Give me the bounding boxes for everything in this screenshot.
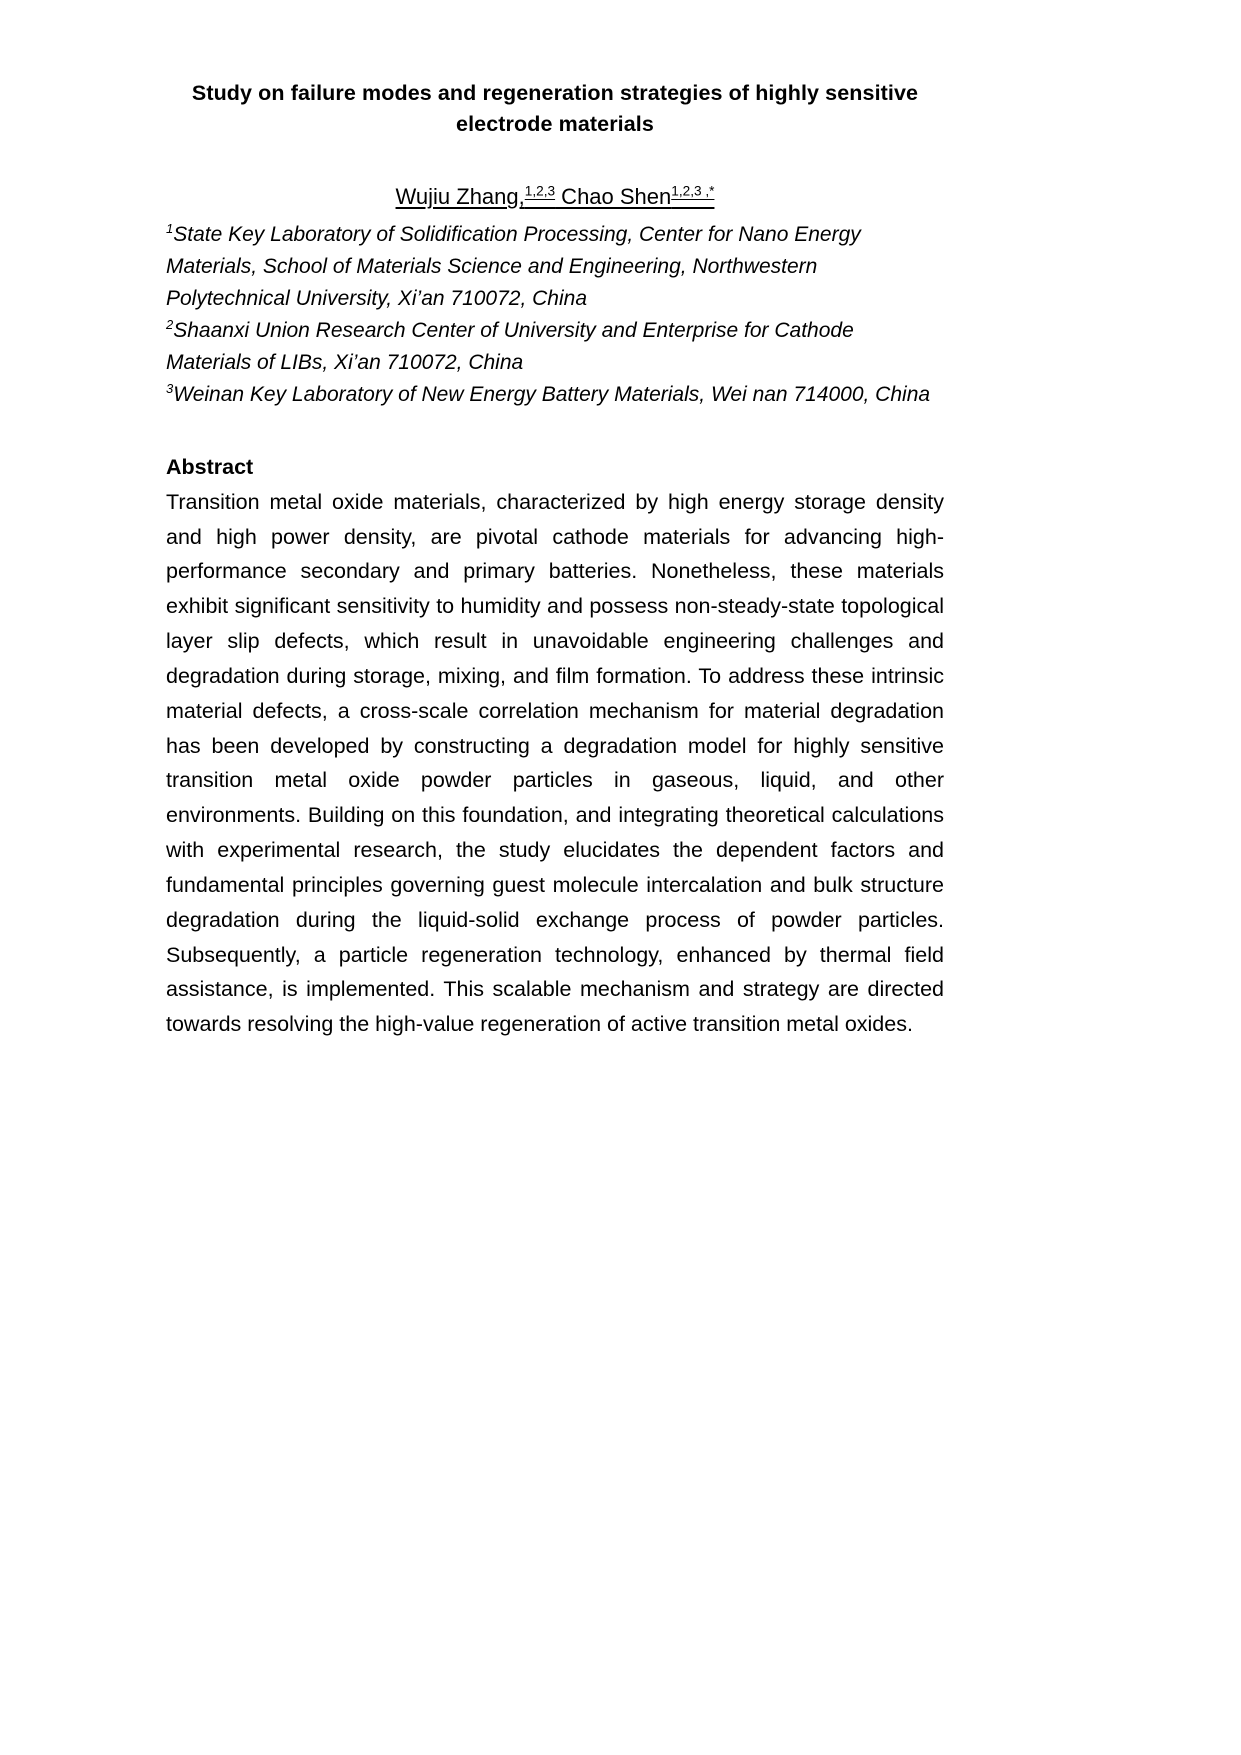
title-line-1: Study on failure modes and regeneration strategies of highly sensitive: [191, 81, 919, 105]
affiliation-2-marker: 2: [166, 316, 174, 332]
author-1-affiliation-marks: 1,2,3: [524, 184, 556, 200]
affiliation-3-text: Weinan Key Laboratory of New Energy Battery Materials, Wei nan 714000, China: [173, 382, 931, 406]
affiliation-2: [166, 315, 944, 379]
affiliation-3: [166, 379, 944, 411]
page-title: [166, 78, 944, 140]
abstract-heading: Abstract: [166, 454, 254, 479]
affiliations-block: [166, 219, 944, 410]
author-2-affiliation-marks: 1,2,3 ,*: [671, 184, 715, 200]
affiliation-2-text: Shaanxi Union Research Center of University and Enterprise for Cathode Materials of LIBs, Xi’an 710072, China: [166, 318, 854, 374]
authors-block: [166, 182, 944, 213]
affiliation-1: [166, 219, 944, 315]
affiliation-3-marker: 3: [166, 380, 174, 396]
affiliation-1-text: State Key Laboratory of Solidification Processing, Center for Nano Energy Materials, School of Materials Science and Engineering, Northwestern Polytechnical University, Xi’an 710072, China: [166, 223, 861, 310]
page-content: [166, 78, 944, 1042]
author-1-name: Wujiu Zhang,: [395, 184, 525, 210]
affiliation-1-marker: 1: [166, 221, 174, 237]
title-line-2: electrode materials: [456, 112, 654, 137]
author-2-name: Chao Shen: [555, 184, 672, 210]
author-list: [396, 182, 715, 213]
abstract-body: Transition metal oxide materials, characterized by high energy storage density and high power density, are pivotal cathode materials for advancing high-performance secondary and primary batteries. Nonetheless, these materials exhibit significant sensitivity to humidity and possess non-steady-state topological layer slip defects, which result in unavoidable engineering challenges and degradation during storage, mixing, and film formation. To address these intrinsic material defects, a cross-scale correlation mechanism for material degradation has been developed by constructing a degradation model for highly sensitive transition metal oxide powder particles in gaseous, liquid, and other environments. Building on this foundation, and integrating theoretical calculations with experimental research, the study elucidates the dependent factors and fundamental principles governing guest molecule intercalation and bulk structure degradation during the liquid-solid exchange process of powder particles. Subsequently, a particle regeneration technology, enhanced by thermal field assistance, is implemented. This scalable mechanism and strategy are directed towards resolving the high-value regeneration of active transition metal oxides.: [166, 489, 944, 1037]
